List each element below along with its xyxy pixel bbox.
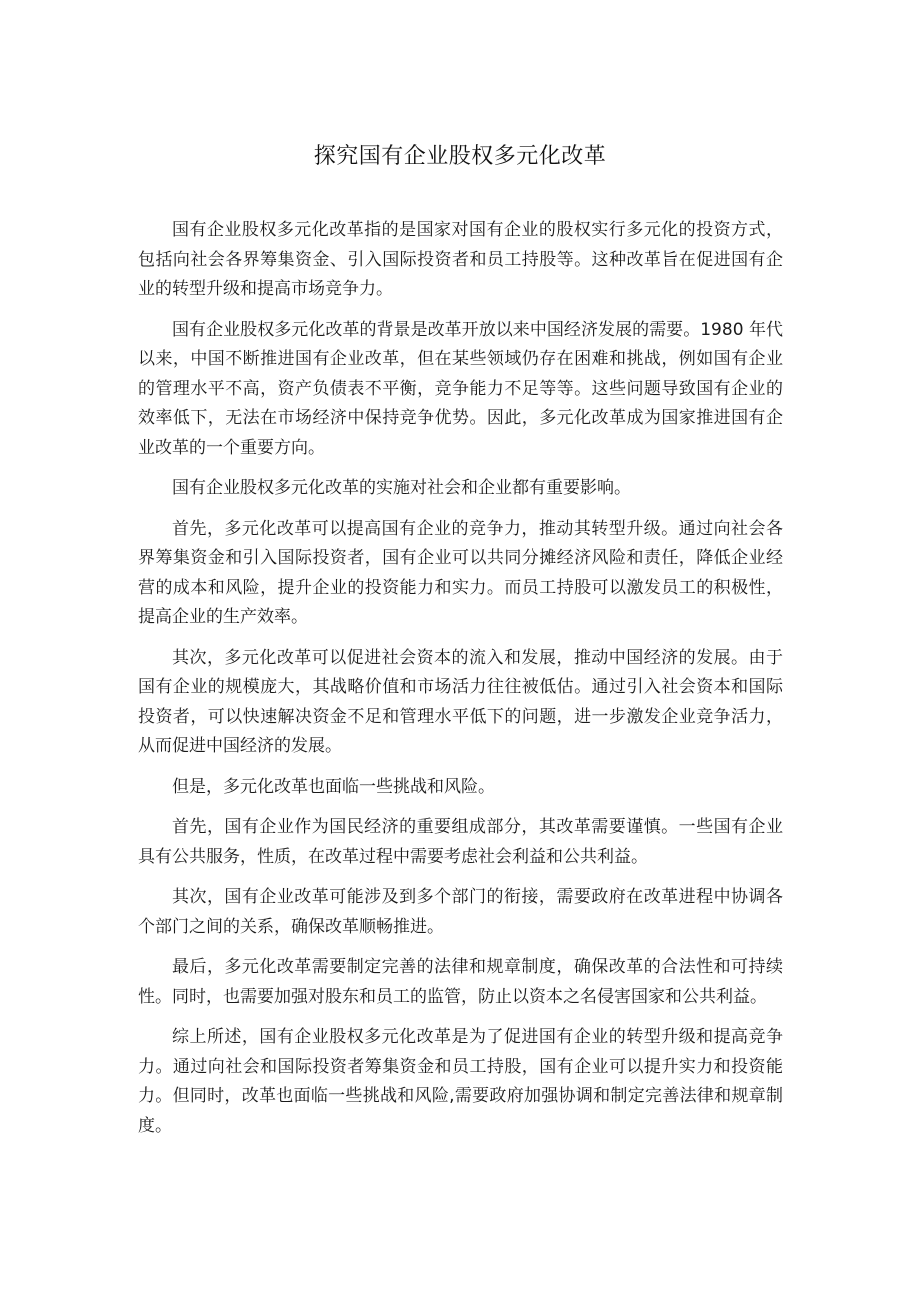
document-body bbox=[138, 216, 783, 1152]
paragraph-intro: 国有企业股权多元化改革指的是国家对国有企业的股权实行多元化的投资方式，包括向社会各界筹集资金、引入国际投资者和员工持股等。这种改革旨在促进国有企业的转型升级和提高市场竞争力。 bbox=[138, 220, 783, 299]
paragraph-third-challenge: 最后，多元化改革需要制定完善的法律和规章制度，确保改革的合法性和可持续性。同时，也需要加强对股东和员工的监管，防止以资本之名侵害国家和公共利益。 bbox=[138, 957, 783, 1007]
paragraph-impact: 国有企业股权多元化改革的实施对社会和企业都有重要影响。 bbox=[172, 478, 631, 498]
paragraph-first-challenge: 首先，国有企业作为国民经济的重要组成部分，其改革需要谨慎。一些国有企业具有公共服务，性质，在改革过程中需要考虑社会利益和公共利益。 bbox=[138, 817, 783, 867]
paragraph-conclusion: 综上所述，国有企业股权多元化改革是为了促进国有企业的转型升级和提高竞争力。通过向社会和国际投资者筹集资金和员工持股，国有企业可以提升实力和投资能力。但同时，改革也面临一些挑战和风险,需要政府加强协调和制定完善法律和规章制度。 bbox=[138, 1027, 783, 1136]
paragraph-first-benefit: 首先，多元化改革可以提高国有企业的竞争力，推动其转型升级。通过向社会各界筹集资金和引入国际投资者，国有企业可以共同分摊经济风险和责任，降低企业经营的成本和风险，提升企业的投资能力和实力。而员工持股可以激发员工的积极性，提高企业的生产效率。 bbox=[138, 518, 783, 627]
paragraph-second-benefit: 其次，多元化改革可以促进社会资本的流入和发展，推动中国经济的发展。由于国有企业的规模庞大，其战略价值和市场活力往往被低估。通过引入社会资本和国际投资者，可以快速解决资金不足和管理水平低下的问题，进一步激发企业竞争活力，从而促进中国经济的发展。 bbox=[138, 647, 783, 756]
paragraph-second-challenge: 其次，国有企业改革可能涉及到多个部门的衔接，需要政府在改革进程中协调各个部门之间的关系，确保改革顺畅推进。 bbox=[138, 887, 783, 937]
paragraph-background: 国有企业股权多元化改革的背景是改革开放以来中国经济发展的需要。1980 年代以来，中国不断推进国有企业改革，但在某些领域仍存在困难和挑战，例如国有企业的管理水平不高，资产负债表不平衡，竞争能力不足等等。这些问题导致国有企业的效率低下，无法在市场经济中保持竞争优势。因此，多元化改革成为国家推进国有企业改革的一个重要方向。 bbox=[138, 319, 783, 458]
paragraph-challenges: 但是，多元化改革也面临一些挑战和风险。 bbox=[172, 776, 495, 797]
document-title: 探究国有企业股权多元化改革 bbox=[313, 144, 607, 169]
